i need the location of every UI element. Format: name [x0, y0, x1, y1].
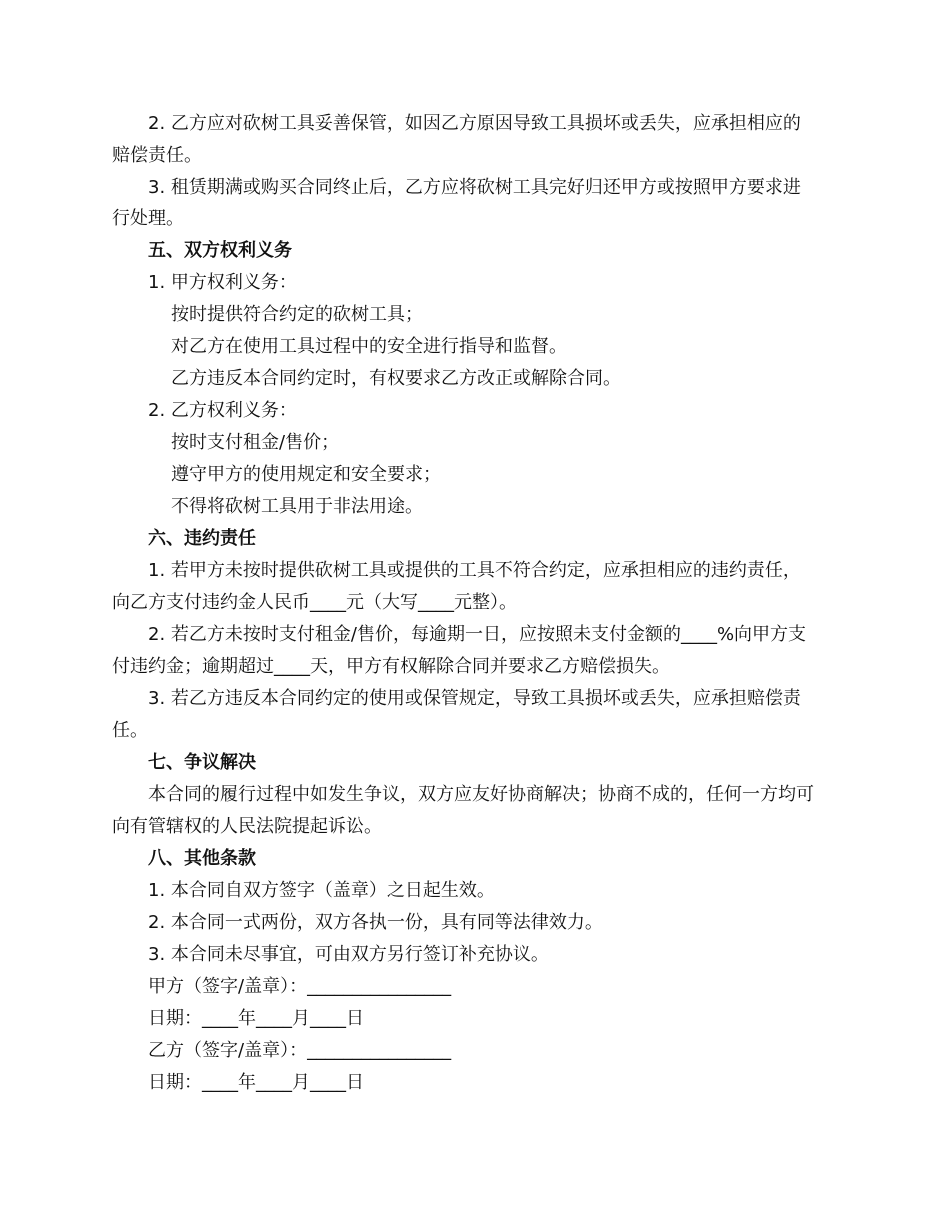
party-b-right-item: 不得将砍树工具用于非法用途。	[171, 496, 423, 517]
clause-4-2-line-1: 2. 乙方应对砍树工具妥善保管，如因乙方原因导致工具损坏或丢失，应承担相应的	[148, 113, 801, 134]
other-clause-item: 2. 本合同一式两份，双方各执一份，具有同等法律效力。	[148, 912, 603, 933]
party-b-rights-title: 2. 乙方权利义务：	[148, 400, 297, 421]
clause-6-3-line-1: 3. 若乙方违反本合同约定的使用或保管规定，导致工具损坏或丢失，应承担赔偿责	[148, 688, 801, 709]
clause-6-1-line-1: 1. 若甲方未按时提供砍树工具或提供的工具不符合约定，应承担相应的违约责任，	[148, 560, 801, 581]
clause-6-1-line-2: 向乙方支付违约金人民币____元（大写____元整）。	[112, 592, 517, 613]
other-clause-item: 3. 本合同未尽事宜，可由双方另行签订补充协议。	[148, 944, 549, 965]
party-b-right-item: 遵守甲方的使用规定和安全要求；	[171, 464, 441, 485]
dispute-para-line-1: 本合同的履行过程中如发生争议，双方应友好协商解决；协商不成的，任何一方均可	[148, 784, 814, 805]
party-a-right-item: 乙方违反本合同约定时，有权要求乙方改正或解除合同。	[171, 368, 621, 389]
party-b-signature-line: 乙方（签字/盖章）：________________	[148, 1040, 452, 1061]
clause-4-3-line-2: 行处理。	[112, 208, 184, 229]
section-7-heading: 七、争议解决	[148, 752, 256, 773]
clause-4-3-line-1: 3. 租赁期满或购买合同终止后，乙方应将砍树工具完好归还甲方或按照甲方要求进	[148, 177, 801, 198]
clause-4-2-line-2: 赔偿责任。	[112, 145, 202, 166]
section-6-heading: 六、违约责任	[148, 528, 256, 549]
party-a-rights-title: 1. 甲方权利义务：	[148, 272, 297, 293]
clause-6-3-line-2: 任。	[112, 720, 148, 741]
other-clause-item: 1. 本合同自双方签字（盖章）之日起生效。	[148, 880, 495, 901]
section-5-heading: 五、双方权利义务	[148, 240, 292, 261]
party-a-right-item: 按时提供符合约定的砍树工具；	[171, 304, 423, 325]
section-8-heading: 八、其他条款	[148, 848, 256, 869]
clause-6-2-line-2: 付违约金；逾期超过____天，甲方有权解除合同并要求乙方赔偿损失。	[112, 656, 670, 677]
party-b-date-line: 日期：____年____月____日	[148, 1072, 364, 1093]
party-a-right-item: 对乙方在使用工具过程中的安全进行指导和监督。	[171, 336, 567, 357]
party-a-date-line: 日期：____年____月____日	[148, 1008, 364, 1029]
dispute-para-line-2: 向有管辖权的人民法院提起诉讼。	[112, 816, 382, 837]
clause-6-2-line-1: 2. 若乙方未按时支付租金/售价，每逾期一日，应按照未支付金额的____%向甲方支	[148, 624, 807, 645]
party-b-right-item: 按时支付租金/售价；	[171, 432, 340, 453]
party-a-signature-line: 甲方（签字/盖章）：________________	[148, 976, 452, 997]
